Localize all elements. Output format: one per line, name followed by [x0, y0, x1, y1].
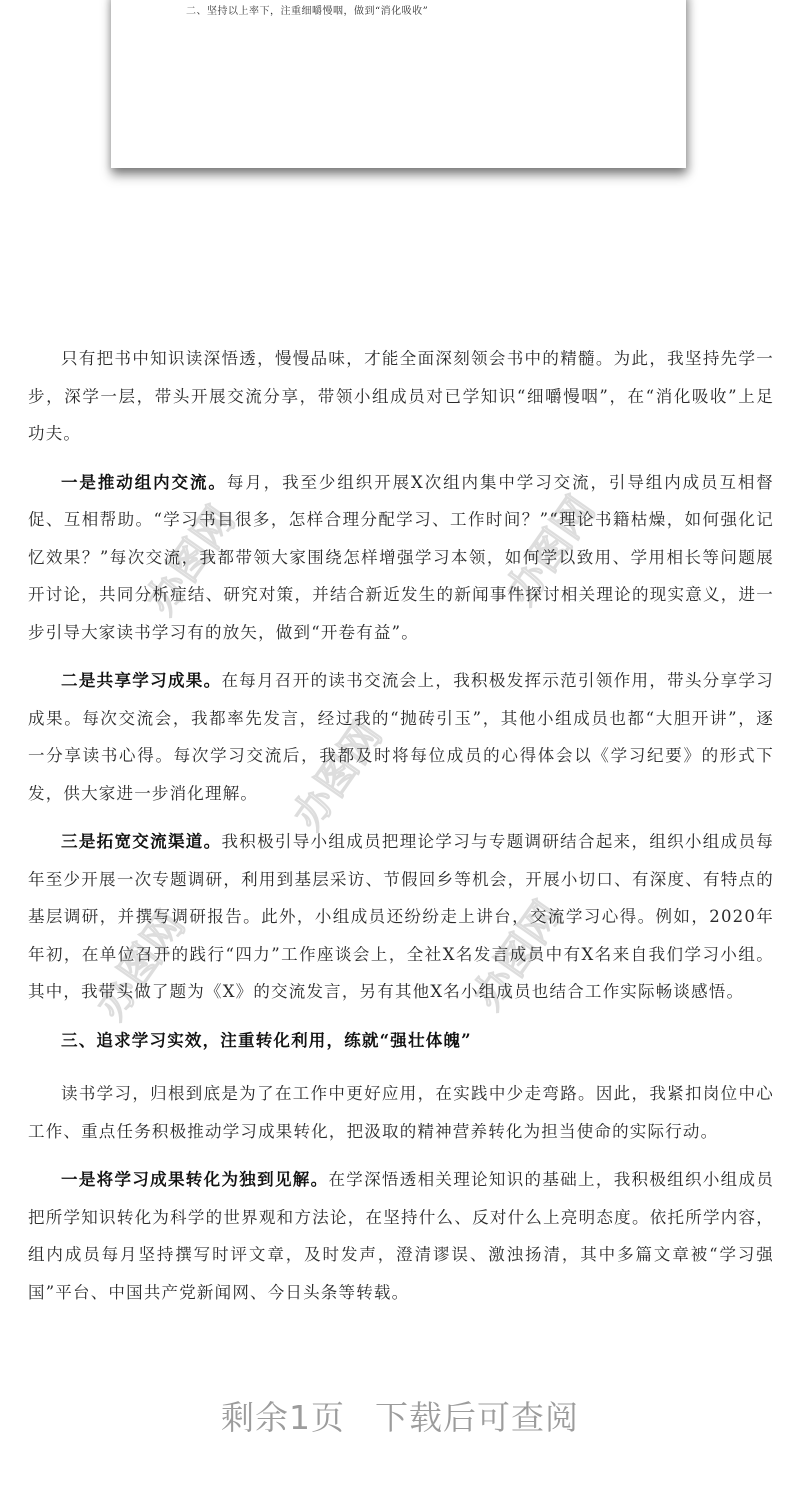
watermark: 办图网 [497, 488, 605, 613]
paragraph [28, 464, 774, 652]
paragraph [28, 662, 774, 812]
paragraph-text: 在学深悟透相关理论知识的基础上，我积极组织小组成员把所学知识转化为科学的世界观和方法论，在坚持什么、反对什么上亮明态度。依托所学内容，组内成员每月坚持撰写时评文章，及时发声，澄清谬误、激浊扬清，其中多篇文章被“学习强国”平台、中国共产党新闻网、今日头条等转载。 [28, 1170, 775, 1302]
paragraph-lead: 一是推动组内交流。 [61, 472, 227, 492]
section-heading: 三、追求学习实效，注重转化利用，练就“强壮体魄” [61, 1030, 472, 1050]
paragraph-lead: 三是拓宽交流渠道。 [61, 832, 222, 851]
paragraph [28, 823, 774, 1011]
document-body [28, 340, 774, 1322]
paragraph-lead: 二是共享学习成果。 [61, 671, 222, 690]
paragraph-text: 只有把书中知识读深悟透，慢慢品味，才能全面深刻领会书中的精髓。为此，我坚持先学一步，深学一层，带头开展交流分享，带领小组成员对已学知识“细嚼慢咽”，在“消化吸收”上足功夫。 [28, 349, 774, 443]
watermark: 办图网 [137, 498, 245, 623]
paragraph-text: 每月，我至少组织开展X次组内集中学习交流，引导组内成员互相督促、互相帮助。“学习书目很多，怎样合理分配学习、工作时间？”“理论书籍枯燥，如何强化记忆效果？”每次交流，我都带领大家围绕怎样增强学习本领，如何学以致用、学用相长等问题展开讨论，共同分析症结、研究对策，并结合新近发生的新闻事件探讨相关理论的现实意义，进一步引导大家读书学习有的放矢，做到“开卷有益”。 [28, 472, 774, 642]
paragraph [28, 1161, 774, 1311]
paragraph-text: 在每月召开的读书交流会上，我积极发挥示范引领作用，带头分享学习成果。每次交流会，我都率先发言，经过我的“抛砖引玉”，其他小组成员也都“大胆开讲”，逐一分享读书心得。每次学习交流后，我都及时将每位成员的心得体会以《学习纪要》的形式下发，供大家进一步消化理解。 [28, 671, 774, 803]
remaining-pages-label: 剩余1页 [221, 1398, 345, 1437]
paragraph-text: 我积极引导小组成员把理论学习与专题调研结合起来，组织小组成员每年至少开展一次专题调研，利用到基层采访、节假回乡等机会，开展小切口、有深度、有特点的基层调研，并撰写调研报告。此外，小组成员还纷纷走上讲台，交流学习心得。例如，2020年年初，在单位召开的践行“四力”工作座谈会上，全社X名发言成员中有X名来自我们学习小组。其中，我带头做了题为《X》的交流发言，另有其他X名小组成员也结合工作实际畅谈感悟。 [28, 832, 774, 1001]
watermark: 办图网 [464, 893, 572, 1018]
download-to-read-more-button[interactable] [0, 1392, 800, 1439]
paragraph-text: 读书学习，归根到底是为了在工作中更好应用，在实践中少走弯路。因此，我紧扣岗位中心工作、重点任务积极推动学习成果转化，把汲取的精神营养转化为担当使命的实际行动。 [28, 1084, 774, 1141]
document-preview-page [111, 0, 686, 168]
watermark: 办图网 [87, 903, 195, 1028]
paragraph-lead: 一是将学习成果转化为独到见解。 [61, 1170, 329, 1189]
paragraph [28, 340, 774, 453]
watermark: 办图网 [284, 713, 392, 838]
preview-heading: 二、坚持以上率下，注重细嚼慢咽，做到“消化吸收” [186, 6, 429, 17]
paragraph [28, 1075, 774, 1150]
download-prompt-label: 下载后可查阅 [375, 1398, 579, 1437]
